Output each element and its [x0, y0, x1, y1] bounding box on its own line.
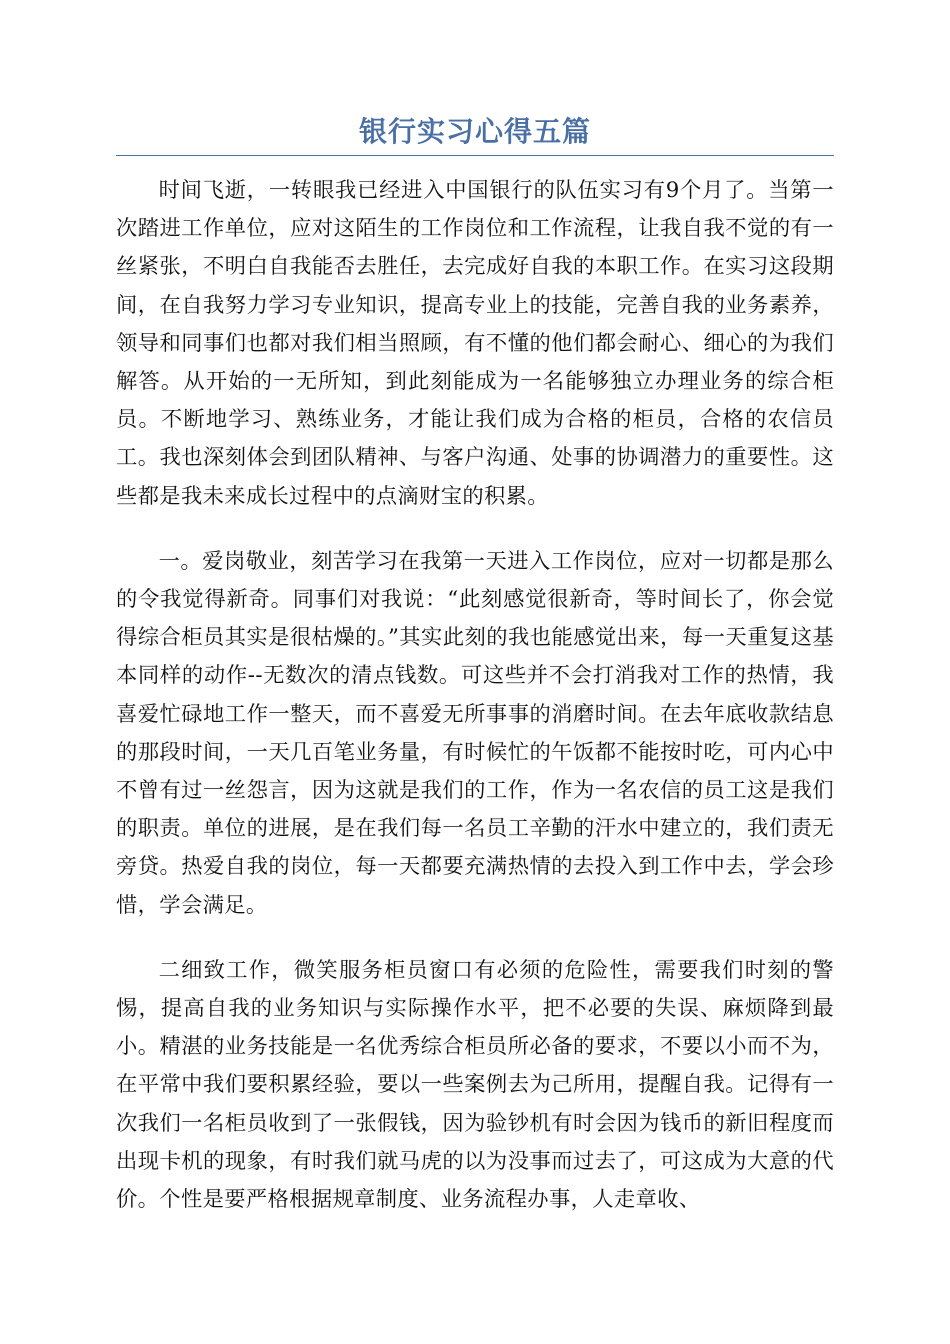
paragraph-intro: 时间飞逝，一转眼我已经进入中国银行的队伍实习有9个月了。当第一次踏进工作单位，应对这陌生的工作岗位和工作流程，让我自我不觉的有一丝紧张，不明白自我能否去胜任，去完成好自我的本职工作。在实习这段期间，在自我努力学习专业知识，提高专业上的技能，完善自我的业务素养，领导和同事们也都对我们相当照顾，有不懂的他们都会耐心、细心的为我们解答。从开始的一无所知，到此刻能成为一名能够独立办理业务的综合柜员。不断地学习、熟练业务，才能让我们成为合格的柜员，合格的农信员工。我也深刻体会到团队精神、与客户沟通、处事的协调潜力的重要性。这些都是我未来成长过程中的点滴财宝的积累。	[116, 178, 834, 509]
title-underline	[116, 155, 834, 156]
document-page	[116, 112, 834, 1246]
paragraph-section-two: 二细致工作，微笑服务柜员窗口有必须的危险性，需要我们时刻的警惕，提高自我的业务知识与实际操作水平，把不必要的失误、麻烦降到最小。精湛的业务技能是一名优秀综合柜员所必备的要求，不要以小而不为，在平常中我们要积累经验，要以一些案例去为己所用，提醒自我。记得有一次我们一名柜员收到了一张假钱，因为验钞机有时会因为钱币的新旧程度而出现卡机的现象，有时我们就马虎的以为没事而过去了，可这成为大意的代价。个性是要严格根据规章制度、业务流程办事，人走章收、	[116, 957, 834, 1213]
document-title: 银行实习心得五篇	[358, 115, 591, 148]
paragraph-section-one: 一。爱岗敬业，刻苦学习在我第一天进入工作岗位，应对一切都是那么的令我觉得新奇。同事们对我说：“此刻感觉很新奇，等时间长了，你会觉得综合柜员其实是很枯燥的。”其实此刻的我也能感觉出来，每一天重复这基本同样的动作--无数次的清点钱数。可这些并不会打消我对工作的热情，我喜爱忙碌地工作一整天，而不喜爱无所事事的消磨时间。在去年底收款结息的那段时间，一天几百笔业务量，有时候忙的午饭都不能按时吃，可内心中不曾有过一丝怨言，因为这就是我们的工作，作为一名农信的员工这是我们的职责。单位的进展，是在我们每一名员工辛勤的汗水中建立的，我们责无旁贷。热爱自我的岗位，每一天都要充满热情的去投入到工作中去，学会珍惜，学会满足。	[116, 548, 834, 918]
